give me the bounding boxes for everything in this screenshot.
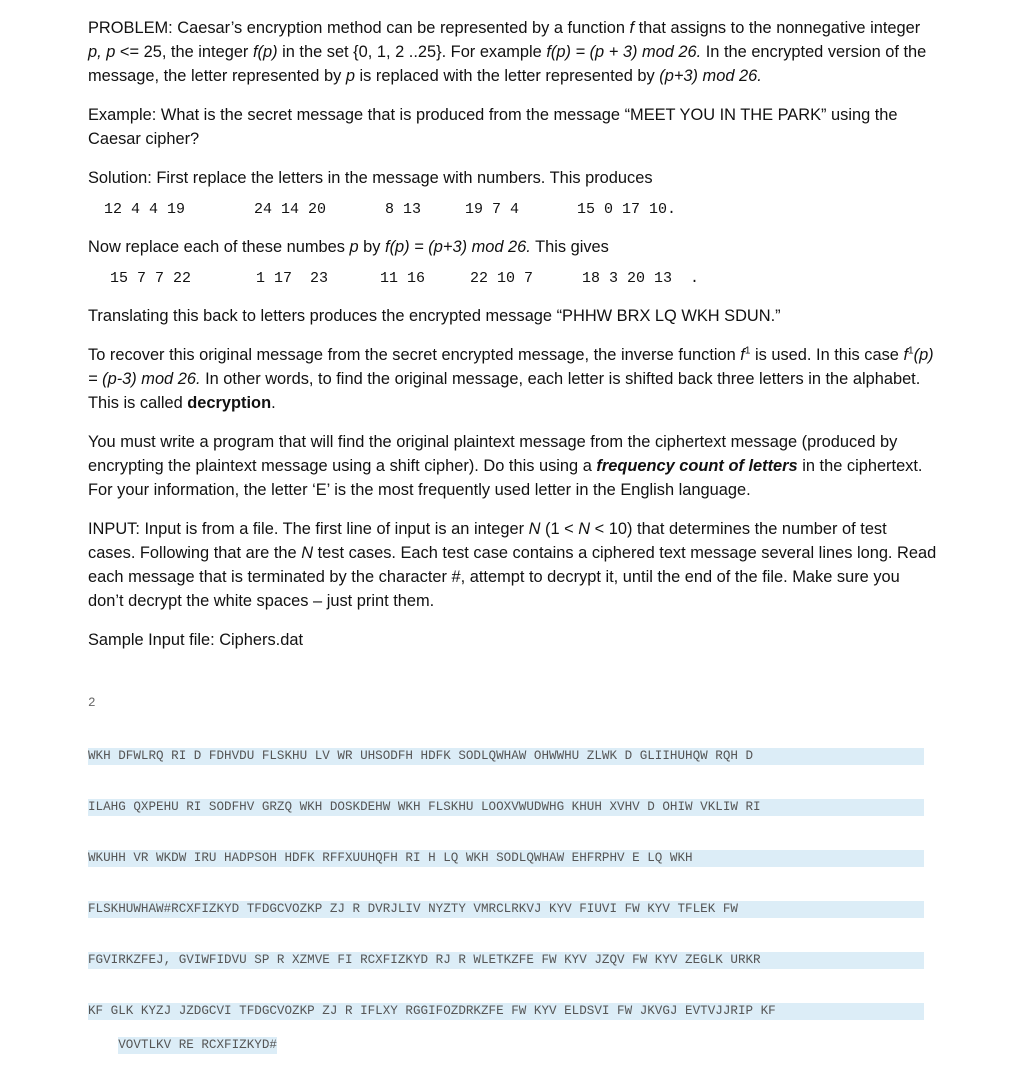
variable-p: p, p bbox=[88, 43, 116, 61]
text-span: test cases. Each test case contains a ciphered text message several lines long. Read each message that is terminated by the character #, attempt to decrypt it, until the end of the file. Make sure you don’t decrypt the white spaces – just print them. bbox=[88, 544, 937, 610]
function-fp: f(p) bbox=[252, 43, 278, 61]
cipher-line: FLSKHUWHAW#RCXFIZKYD TFDGCVOZKP ZJ R DVRJLIV NYZTY VMRCLRKVJ KYV FIUVI FW KYV TFLEK FW bbox=[88, 901, 924, 918]
number-group: 1 17 23 bbox=[256, 270, 329, 287]
number-group: 19 7 4 bbox=[465, 201, 520, 218]
cipher-line: WKUHH VR WKDW IRU HADPSOH HDFK RFFXUUHQFH RI H LQ WKH SODLQWHAW EHFRPHV E LQ WKH bbox=[88, 850, 924, 867]
number-group: 24 14 20 bbox=[254, 201, 327, 218]
text-span: In the encrypted version of the message, the letter represented by bbox=[88, 43, 927, 85]
number-group: 8 13 bbox=[385, 201, 422, 218]
variable-p: p bbox=[345, 67, 355, 85]
text-span: . bbox=[271, 394, 276, 412]
function-symbol: f bbox=[629, 19, 635, 37]
translation-result: Translating this back to letters produces the encrypted message “PHHW BRX LQ WKH SDUN.” bbox=[88, 307, 781, 325]
problem-statement bbox=[88, 16, 938, 88]
cipher-line: KF GLK KYZJ JZDGCVI TFDGCVOZKP ZJ R IFLXY RGGIFOZDRKZFE FW KYV ELDSVI FW JKVGJ EVTVJJRIP KF bbox=[88, 1003, 924, 1020]
cipher-line: FGVIRKZFEJ, GVIWFIDVU SP R XZMVE FI RCXFIZKYD RJ R WLETKZFE FW KYV JZQV FW KYV ZEGLK URKR bbox=[88, 952, 924, 969]
text-span: To recover this original message from the secret encrypted message, the inverse function bbox=[88, 346, 741, 364]
test-case-count: 2 bbox=[88, 696, 96, 710]
decryption-explanation bbox=[88, 343, 938, 415]
text-span: In other words, to find the original message, each letter is shifted back three letters in the alphabet. This is called bbox=[88, 370, 921, 412]
solution-intro: Solution: First replace the letters in the message with numbers. This produces bbox=[88, 169, 653, 187]
superscript: 1 bbox=[744, 345, 751, 357]
number-group: 22 10 7 bbox=[470, 270, 534, 287]
variable-p: p bbox=[349, 238, 359, 256]
text-span: by bbox=[358, 238, 386, 256]
bold-term: decryption bbox=[187, 394, 272, 412]
emphasis-term: frequency count of letters bbox=[596, 457, 798, 475]
text-span: that assigns to the nonnegative integer bbox=[634, 19, 921, 37]
number-group: 15 7 7 22 bbox=[110, 270, 192, 287]
cipher-line: WKH DFWLRQ RI D FDHVDU FLSKHU LV WR UHSODFH HDFK SODLQWHAW OHWWHU ZLWK D GLIIHUHQW RQH D bbox=[88, 748, 924, 765]
text-span: is used. In this case bbox=[750, 346, 904, 364]
number-row-plain bbox=[88, 199, 938, 221]
cipher-line: VOVTLKV RE RCXFIZKYD# bbox=[118, 1038, 277, 1052]
number-row-shifted bbox=[88, 268, 938, 290]
text-span: < 10) that determines the number of test cases. Following that are the bbox=[88, 520, 887, 562]
function-symbol: f bbox=[903, 346, 909, 364]
formula-shift: (p+3) mod 26. bbox=[659, 67, 762, 85]
formula-decrypt: (p) = (p-3) mod 26. bbox=[88, 346, 934, 388]
cipher-line: ILAHG QXPEHU RI SODFHV GRZQ WKH DOSKDEHW WKH FLSKHU LOOXVWUDWHG KHUH XVHV D OHIW VKLIW RI bbox=[88, 799, 924, 816]
function-symbol: f bbox=[740, 346, 745, 364]
task-description bbox=[88, 430, 938, 502]
text-span: in the ciphertext. For your information, the letter ‘E’ is the most frequently used letter in the English language. bbox=[88, 457, 923, 499]
formula-encrypt: f(p) = (p+3) mod 26. bbox=[385, 238, 531, 256]
text-span: This gives bbox=[530, 238, 609, 256]
superscript: 1 bbox=[908, 345, 914, 357]
text-span: (1 < bbox=[540, 520, 579, 538]
text-span: is replaced with the letter represented by bbox=[354, 67, 660, 85]
text-span: in the set {0, 1, 2 ..25}. For example bbox=[277, 43, 547, 61]
problem-page bbox=[88, 16, 938, 1071]
variable-n: N bbox=[578, 520, 591, 538]
text-span: PROBLEM: Caesar’s encryption method can be represented by a function bbox=[88, 19, 630, 37]
text-span: INPUT: Input is from a file. The first line of input is an integer bbox=[88, 520, 529, 538]
variable-n: N bbox=[301, 544, 314, 562]
input-description bbox=[88, 517, 938, 613]
replace-step bbox=[88, 235, 938, 259]
sample-input-block bbox=[88, 661, 938, 1071]
number-group: 11 16 bbox=[380, 270, 426, 287]
number-group: 15 0 17 10. bbox=[577, 201, 677, 218]
text-span: You must write a program that will find the original plaintext message from the ciphertext message (produced by encrypting the plaintext message using a shift cipher). Do this using a bbox=[88, 433, 898, 475]
variable-n: N bbox=[528, 520, 541, 538]
number-group: 18 3 20 13 . bbox=[582, 270, 700, 287]
example-question: Example: What is the secret message that is produced from the message “MEET YOU IN THE PARK” using the Caesar cipher? bbox=[88, 106, 898, 148]
sample-input-heading: Sample Input file: Ciphers.dat bbox=[88, 631, 304, 649]
text-span: <= 25, the integer bbox=[115, 43, 253, 61]
number-group: 12 4 4 19 bbox=[104, 201, 186, 218]
formula-encrypt: f(p) = (p + 3) mod 26. bbox=[546, 43, 702, 61]
text-span: Now replace each of these numbes bbox=[88, 238, 350, 256]
